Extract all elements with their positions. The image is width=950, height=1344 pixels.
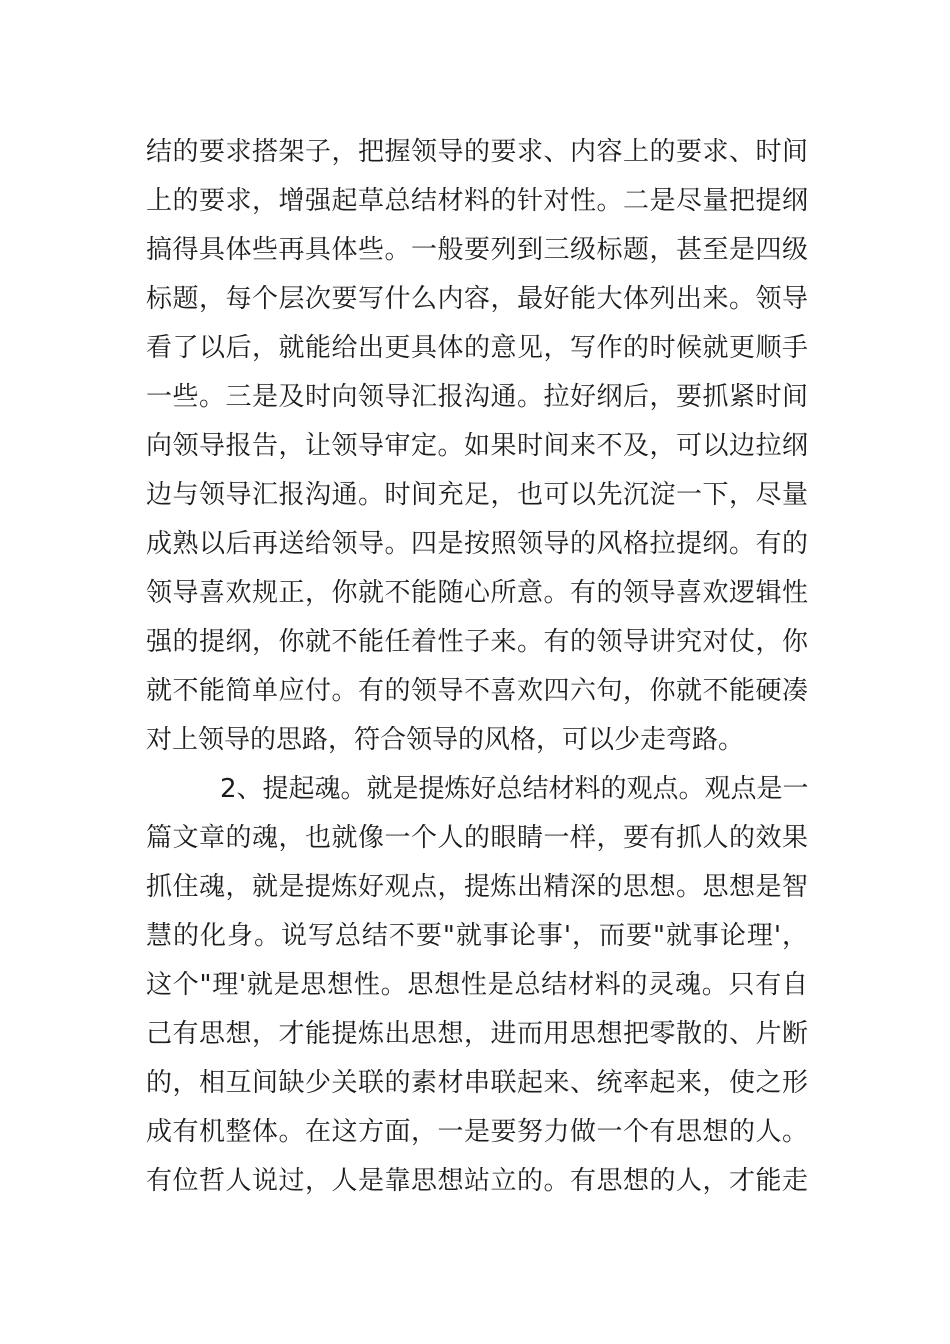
text-line: 己有思想，才能提炼出思想，进而用思想把零散的、片断 (146, 1019, 808, 1049)
text-line: 这个"理'就是思想性。思想性是总结材料的灵魂。只有自 (146, 970, 808, 1000)
text-line: 的，相互间缺少关联的素材串联起来、统率起来，使之形 (146, 1068, 808, 1098)
text-line: 强的提纲，你就不能任着性子来。有的领导讲究对仗，你 (146, 627, 808, 657)
text-line: 就不能简单应付。有的领导不喜欢四六句，你就不能硬凑 (146, 676, 808, 706)
text-line: 成有机整体。在这方面，一是要努力做一个有思想的人。 (146, 1117, 808, 1147)
text-line: 向领导报告，让领导审定。如果时间来不及，可以边拉纲 (146, 431, 808, 461)
body-text (146, 128, 808, 1206)
text-line: 一些。三是及时向领导汇报沟通。拉好纲后，要抓紧时间 (146, 382, 808, 412)
text-line: 结的要求搭架子，把握领导的要求、内容上的要求、时间 (146, 137, 808, 167)
paragraph-end-line: 对上领导的思路，符合领导的风格，可以少走弯路。 (146, 725, 745, 755)
text-line: 抓住魂，就是提炼好观点，提炼出精深的思想。思想是智 (146, 872, 808, 902)
text-line: 边与领导汇报沟通。时间充足，也可以先沉淀一下，尽量 (146, 480, 808, 510)
section-heading-line: 2、提起魂。就是提炼好总结材料的观点。观点是一 (220, 774, 809, 804)
text-line: 篇文章的魂，也就像一个人的眼睛一样，要有抓人的效果 (146, 823, 808, 853)
text-line: 慧的化身。说写总结不要"就事论事'，而要"就事论理'， (146, 921, 808, 951)
text-line: 搞得具体些再具体些。一般要列到三级标题，甚至是四级 (146, 235, 808, 265)
text-line: 成熟以后再送给领导。四是按照领导的风格拉提纲。有的 (146, 529, 808, 559)
text-line: 标题，每个层次要写什么内容，最好能大体列出来。领导 (146, 284, 808, 314)
text-line: 看了以后，就能给出更具体的意见，写作的时候就更顺手 (146, 333, 808, 363)
text-line: 领导喜欢规正，你就不能随心所意。有的领导喜欢逻辑性 (146, 578, 808, 608)
text-line: 有位哲人说过，人是靠思想站立的。有思想的人，才能走 (146, 1166, 808, 1196)
text-line: 上的要求，增强起草总结材料的针对性。二是尽量把提纲 (146, 186, 808, 216)
